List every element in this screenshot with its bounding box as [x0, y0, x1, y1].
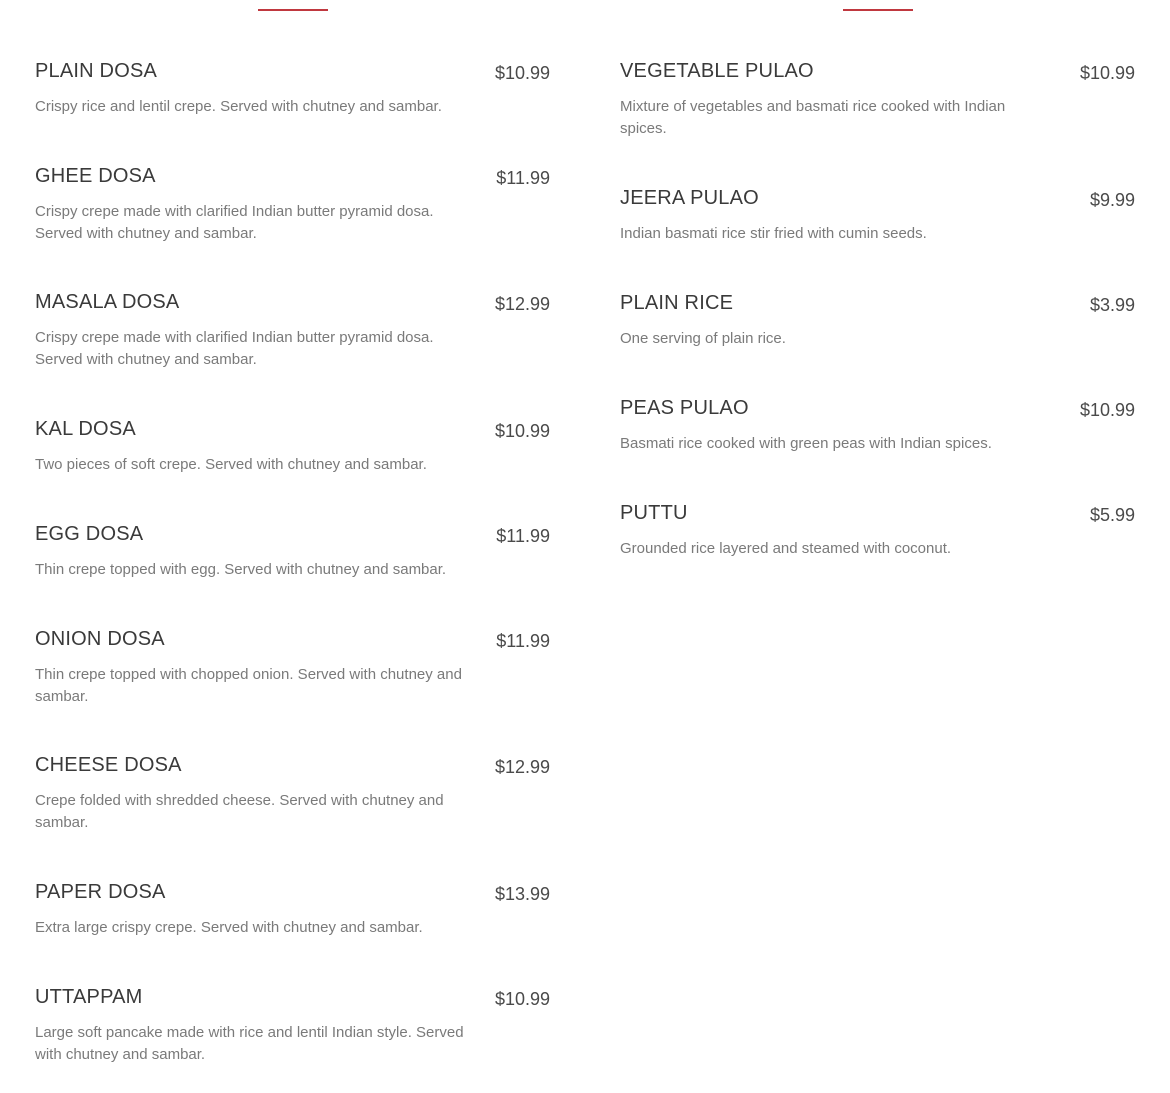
- menu-item-price: $12.99: [494, 757, 550, 777]
- menu-item-description: Mixture of vegetables and basmati rice cooked with Indian spices.: [620, 98, 1006, 137]
- menu-item-name: PAPER DOSA: [35, 881, 166, 903]
- menu-item-price: $13.99: [494, 884, 550, 904]
- menu-item-description: Thin crepe topped with egg. Served with chutney and sambar.: [35, 561, 447, 578]
- menu-item-description: Basmati rice cooked with green peas with Indian spices.: [620, 435, 992, 452]
- menu-item: [35, 417, 550, 476]
- menu-item: [35, 985, 550, 1065]
- menu-item: [620, 291, 1135, 350]
- menu-item-price: $11.99: [496, 631, 550, 651]
- menu-item-name: KAL DOSA: [35, 418, 136, 440]
- menu-item-price: $12.99: [494, 294, 550, 314]
- menu-item: [620, 186, 1135, 245]
- menu-item: [620, 501, 1135, 560]
- menu-item-description: Crispy rice and lentil crepe. Served with chutney and sambar.: [35, 98, 442, 115]
- menu-item-price: $10.99: [494, 63, 550, 83]
- menu-item: [35, 290, 550, 370]
- menu-item-price: $3.99: [1089, 295, 1135, 315]
- menu-item: [620, 396, 1135, 455]
- menu-item-description: Large soft pancake made with rice and lentil Indian style. Served with chutney and sambar.: [35, 1024, 464, 1063]
- menu-item-name: ONION DOSA: [35, 628, 165, 650]
- menu-item-price: $5.99: [1089, 505, 1135, 525]
- menu-item-description: Indian basmati rice stir fried with cumin seeds.: [620, 225, 927, 242]
- section-title-underline: [843, 9, 913, 11]
- menu-item: [620, 59, 1135, 139]
- menu-item-price: $10.99: [1079, 63, 1135, 83]
- menu-item: [35, 880, 550, 939]
- menu-item-name: UTTAPPAM: [35, 986, 143, 1008]
- menu-item-name: PLAIN DOSA: [35, 60, 158, 82]
- menu-item-name: VEGETABLE PULAO: [620, 60, 814, 82]
- menu-item: [35, 164, 550, 244]
- menu-item-name: PUTTU: [620, 502, 688, 524]
- menu-item-description: Grounded rice layered and steamed with coconut.: [620, 540, 952, 557]
- menu-item-description: Two pieces of soft crepe. Served with chutney and sambar.: [35, 456, 427, 473]
- menu-item: [35, 59, 550, 118]
- menu-item-price: $11.99: [496, 526, 550, 546]
- menu-item-name: JEERA PULAO: [620, 187, 759, 209]
- menu-item-name: PLAIN RICE: [620, 292, 734, 314]
- menu-item-description: Extra large crispy crepe. Served with chutney and sambar.: [35, 919, 423, 936]
- menu-item-price: $9.99: [1089, 190, 1135, 210]
- menu-item-price: $10.99: [494, 989, 550, 1009]
- menu-item-description: Crispy crepe made with clarified Indian butter pyramid dosa. Served with chutney and sambar.: [35, 329, 434, 368]
- menu-item-price: $11.99: [496, 168, 550, 188]
- menu-item-description: Crispy crepe made with clarified Indian butter pyramid dosa. Served with chutney and sambar.: [35, 203, 434, 242]
- menu-item-name: CHEESE DOSA: [35, 754, 182, 776]
- menu-item-name: GHEE DOSA: [35, 165, 156, 187]
- menu-item-description: Thin crepe topped with chopped onion. Served with chutney and sambar.: [35, 666, 462, 705]
- menu-item-name: EGG DOSA: [35, 523, 144, 545]
- menu-item-description: One serving of plain rice.: [620, 330, 786, 347]
- menu-item-name: MASALA DOSA: [35, 291, 180, 313]
- menu-item-price: $10.99: [494, 421, 550, 441]
- menu-item-description: Crepe folded with shredded cheese. Served with chutney and sambar.: [35, 792, 444, 831]
- section-title-underline: [258, 9, 328, 11]
- menu-item: [35, 627, 550, 707]
- menu-item-name: PEAS PULAO: [620, 397, 749, 419]
- menu-item: [35, 522, 550, 581]
- menu-item: [35, 753, 550, 833]
- menu-item-price: $10.99: [1079, 400, 1135, 420]
